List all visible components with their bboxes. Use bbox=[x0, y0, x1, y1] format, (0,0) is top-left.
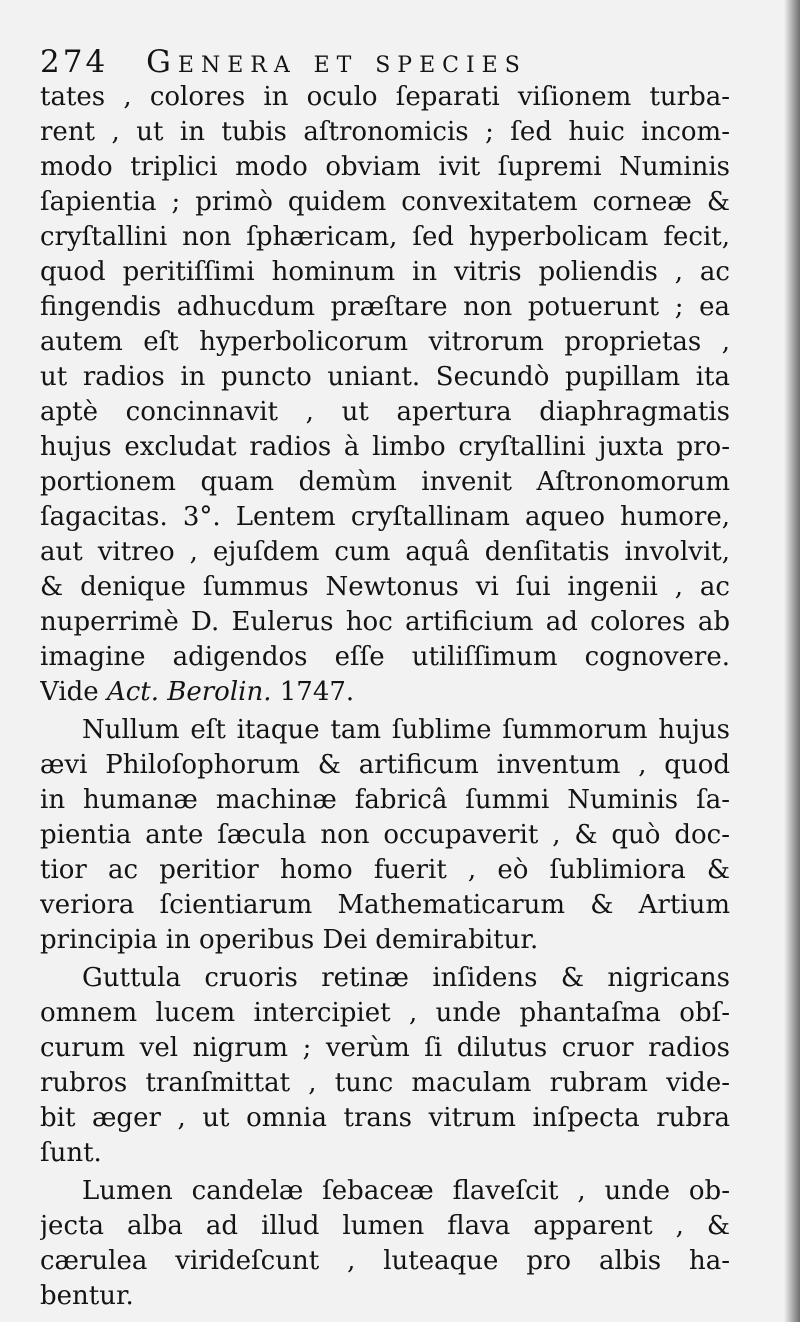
page-gutter-shadow bbox=[784, 0, 800, 1322]
text-line: jecta alba ad illud lumen flava apparent , & bbox=[40, 1211, 730, 1241]
citation-prefix: Vide bbox=[40, 677, 99, 707]
text-line: & denique ſummus Newtonus vi ſui ingenii , ac bbox=[40, 572, 730, 602]
text-line: pientia ante ſæcula non occupaverit , & quò doc- bbox=[40, 820, 730, 850]
citation-line bbox=[40, 675, 730, 710]
text-line: nuperrimè D. Eulerus hoc artificium ad colores ab bbox=[40, 607, 730, 637]
text-line: ſunt. bbox=[40, 1138, 102, 1168]
text-line: rent , ut in tubis aſtronomicis ; ſed huic incom- bbox=[40, 117, 730, 147]
paragraph bbox=[40, 713, 730, 958]
text-line: cryſtallini non ſphæricam, ſed hyperbolicam fecit, bbox=[40, 222, 730, 252]
text-line: veriora ſcientiarum Mathematicarum & Artium bbox=[40, 890, 730, 920]
citation-source: Act. Berolin. bbox=[106, 677, 272, 707]
page-header bbox=[40, 42, 740, 82]
text-line: fingendis adhucdum præſtare non potuerunt ; ea bbox=[40, 292, 730, 322]
text-line: hujus excludat radios à limbo cryſtallini juxta pro- bbox=[40, 432, 730, 462]
page-number: 274 bbox=[40, 44, 109, 80]
text-line: ut radios in puncto uniant. Secundò pupillam ita bbox=[40, 362, 730, 392]
text-line: omnem lucem intercipiet , unde phantaſma obſ- bbox=[40, 998, 730, 1028]
text-line: ſagacitas. 3°. Lentem cryſtallinam aqueo humore, bbox=[40, 502, 730, 532]
paragraph bbox=[40, 1174, 730, 1314]
paragraph bbox=[40, 80, 730, 710]
text-line: principia in operibus Dei demirabitur. bbox=[40, 925, 539, 955]
text-line: modo triplici modo obviam ivit ſupremi Numinis bbox=[40, 152, 730, 182]
text-line: rubros tranſmittat , tunc maculam rubram vide- bbox=[40, 1068, 730, 1098]
text-line: ævi Philoſophorum & artificum inventum , quod bbox=[40, 750, 730, 780]
text-line: curum vel nigrum ; verùm ſi dilutus cruor radios bbox=[40, 1033, 730, 1063]
running-head: Genera et species bbox=[146, 44, 527, 80]
text-line: in humanæ machinæ fabricâ ſummi Numinis ſa- bbox=[40, 785, 730, 815]
text-line: tates , colores in oculo ſeparati viſionem turba- bbox=[40, 82, 730, 112]
text-line: autem eſt hyperbolicorum vitrorum proprietas , bbox=[40, 327, 730, 357]
text-line: imagine adigendos eſſe utiliſſimum cognovere. bbox=[40, 642, 730, 672]
text-line: quod peritiſſimi hominum in vitris poliendis , ac bbox=[40, 257, 730, 287]
text-line: portionem quam demùm invenit Aſtronomorum bbox=[40, 467, 730, 497]
text-line: Lumen candelæ ſebaceæ flaveſcit , unde ob- bbox=[82, 1176, 730, 1206]
text-line: aut vitreo , ejuſdem cum aquâ denſitatis involvit, bbox=[40, 537, 730, 567]
text-line: cærulea virideſcunt , luteaque pro albis ha- bbox=[40, 1246, 730, 1276]
text-line: Guttula cruoris retinæ inſidens & nigricans bbox=[82, 963, 730, 993]
citation-year: 1747. bbox=[279, 677, 355, 707]
text-line: tior ac peritior homo fuerit , eò ſublimiora & bbox=[40, 855, 730, 885]
body-text bbox=[40, 80, 730, 1314]
text-line: bentur. bbox=[40, 1281, 134, 1311]
text-line: bit æger , ut omnia trans vitrum inſpecta rubra bbox=[40, 1103, 730, 1133]
text-line: ſapientia ; primò quidem convexitatem corneæ & bbox=[40, 187, 730, 217]
text-line: aptè concinnavit , ut apertura diaphragmatis bbox=[40, 397, 730, 427]
text-line: Nullum eſt itaque tam ſublime ſummorum hujus bbox=[82, 715, 730, 745]
paragraph bbox=[40, 961, 730, 1171]
